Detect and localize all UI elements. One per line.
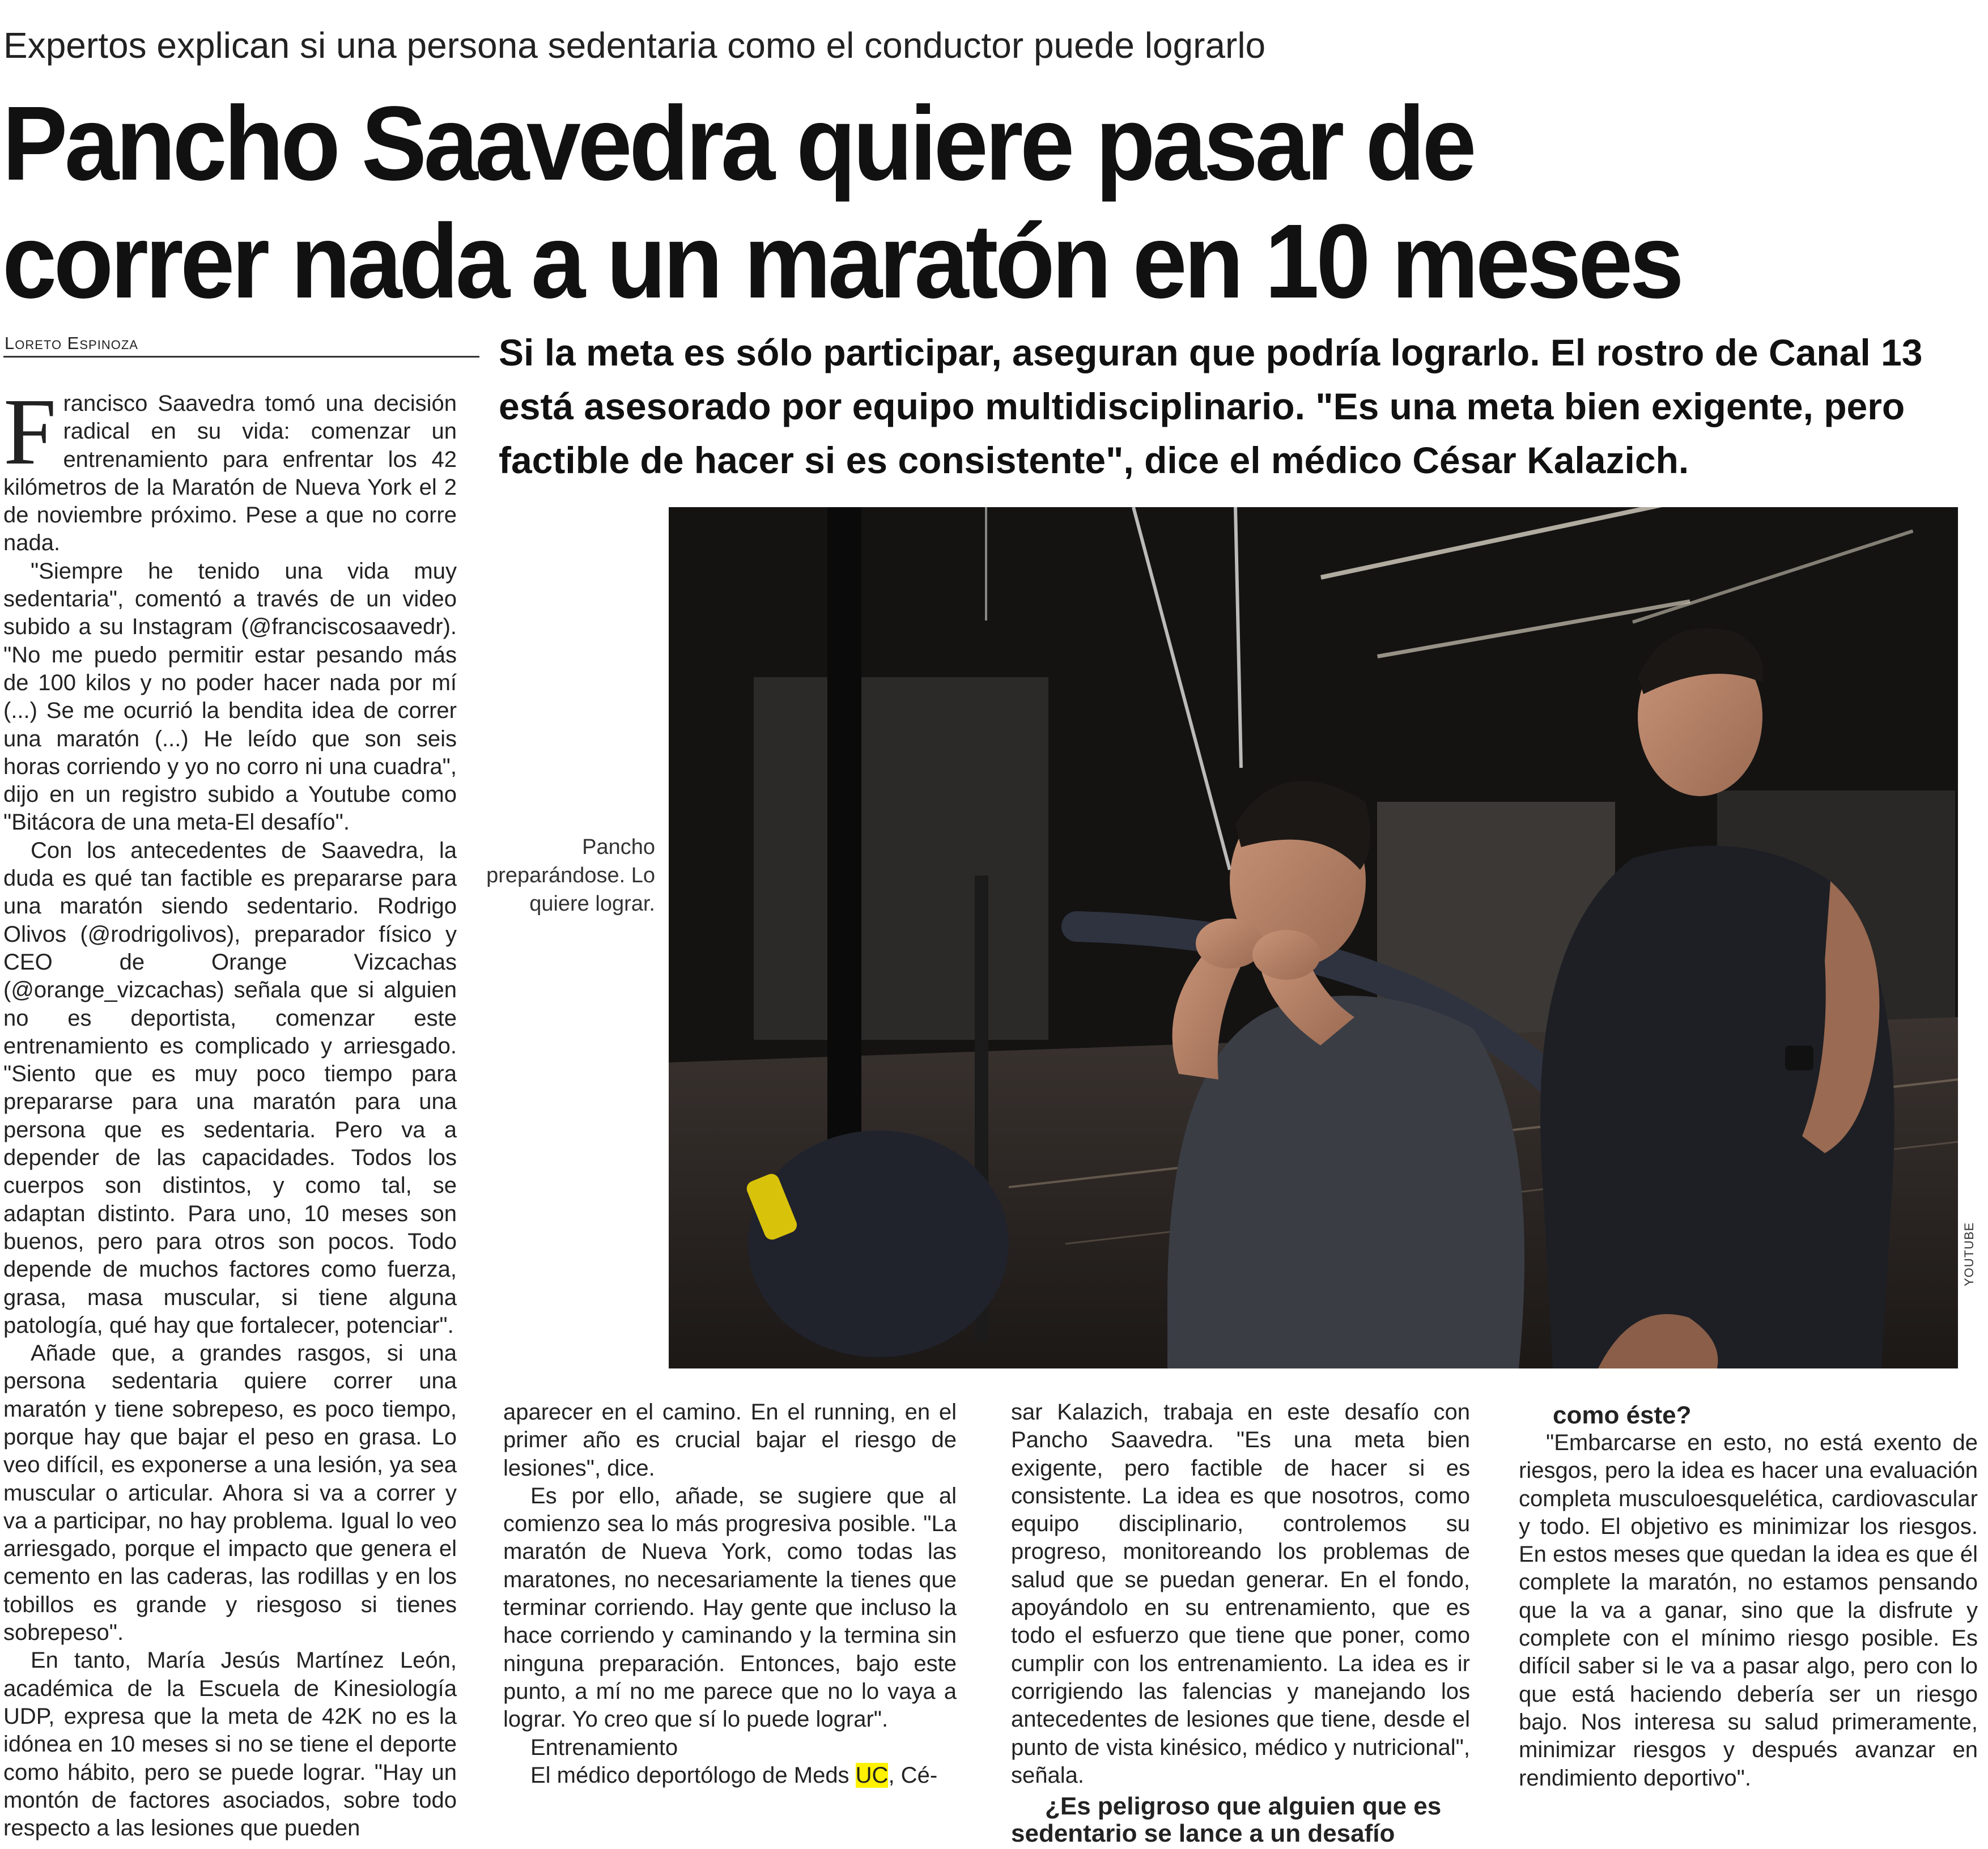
byline-rule (3, 356, 479, 358)
body-column-3 (1011, 1399, 1470, 1847)
body-column-1 (3, 379, 457, 1842)
paragraph: sar Kalazich, trabaja en este desafío con Pancho Saavedra. "Es una meta bien exigente, pero factible de hacer si es consistente. La idea es que nosotros, como equipo disciplinario, controlemos su progreso, monitoreando los problemas de salud que se puedan generar. En el fondo, apoyándolo en su entrenamiento, que es todo el esfuerzo que tiene que poner, como cumplir con los entrenamiento. La idea es ir corrigiendo las falencias y manejando los antecedentes de lesiones que tiene, desde el punto de vista kinésico, médico y nutricional", señala. (1011, 1400, 1470, 1788)
deck (499, 326, 1949, 487)
question-heading: ¿Es peligroso que alguien que es sedentario se lance a un desafío (1011, 1792, 1442, 1848)
paragraph: aparecer en el camino. En el running, en el primer año es crucial bajar el riesgo de lesiones", dice. (503, 1400, 957, 1481)
paragraph-text: El médico deportólogo de Meds (530, 1762, 856, 1788)
byline: Loreto Espinoza (5, 333, 138, 353)
paragraph: Con los antecedentes de Saavedra, la duda es qué tan factible es prepararse para una maratón siendo sedentario. Rodrigo Olivos (@rodrigolivos), preparador físico y CEO de Orange Vizcachas (@orange_vizcachas) señala que si alguien no es deportista, comenzar este entrenamiento es complicado y arriesgado. "Siento que es muy poco tiempo para prepararse para una maratón para una persona que es sedentaria. Pero va a depender de las capacidades. Todos los cuerpos son distintos, y como tal, se adaptan distinto. Para uno, 10 meses son buenos, pero para otros son pocos. Todo depende de muchos factores como fuerza, grasa, masa muscular, si tiene alguna patología, qué hay que fortalecer, potenciar". (3, 838, 457, 1338)
paragraph: "Siempre he tenido una vida muy sedentaria", comentó a través de un video subido a su Instagram (@franciscosaavedr). "No me puedo permitir estar pesando más de 100 kilos y no poder hacer nada por mí (...) Se me ocurrió la bendita idea de correr una maratón (...) He leído que son seis horas corriendo y yo no corro ni una cuadra", dijo en un registro subido a Youtube como "Bitácora de una meta-El desafío". (3, 558, 457, 835)
paragraph: En tanto, María Jesús Martínez León, académica de la Escuela de Kinesiología UDP, expresa que la meta de 42K no es la idónea en 10 meses si no se tiene el deporte como hábito, pero se puede lograr. "Hay un montón de factores asociados, sobre todo respecto a las lesiones que pueden (3, 1648, 457, 1841)
gym-photo (669, 507, 1958, 1368)
paragraph-text: rancisco Saavedra tomó una decisión radical en su vida: comenzar un entrenamiento para enfrentar los 42 kilómetros de la Maratón de Nueva York el 2 de noviembre próximo. Pese a que no corre nada. (3, 391, 457, 556)
paragraph (3, 379, 457, 558)
paragraph: "Embarcarse en esto, no está exento de riesgos, pero la idea es hacer una evaluación completa musculoesquelética, cardiovascular y todo. El objetivo es minimizar los riesgos. En estos meses que quedan la idea es que él complete la maratón, no estamos pensando que la va a ganar, sino que la disfrute y complete con el mínimo riesgo posible. Es difícil saber si le va a pasar algo, pero con lo que está haciendo debería ser un riesgo bajo. Nos interesa su salud primeramente, minimizar riesgos y después avanzar en rendimiento deportivo". (1519, 1430, 1978, 1791)
headline-line-1: Pancho Saavedra quiere pasar de (2, 85, 1473, 202)
headline (2, 85, 1836, 321)
headline-line-2: correr nada a un maratón en 10 meses (2, 203, 1681, 320)
highlighted-uc: UC (855, 1762, 889, 1788)
photo-caption: Pancho preparándose. Lo quiere lograr. (486, 835, 655, 916)
kicker: Expertos explican si una persona sedentaria como el conductor puede lograrlo (3, 25, 1266, 66)
body-column-4 (1519, 1399, 1978, 1792)
deck-line-3: factible de hacer si es consistente", dice el médico César Kalazich. (499, 439, 1689, 481)
paragraph: Añade que, a grandes rasgos, si una persona sedentaria quiere correr una maratón y tiene sobrepeso, es poco tiempo, porque hay que bajar el peso en grasa. Lo veo difícil, es exponerse a una lesión, ya sea muscular o articular. Ahora si va a correr y va a participar, no hay problema. Igual lo veo arriesgado, porque el impacto que genera el cemento en las caderas, las rodillas y en los tobillos es grande y riesgoso si tienes sobrepeso". (3, 1341, 457, 1646)
body-column-2 (503, 1399, 957, 1790)
question-heading-end: como éste? (1553, 1401, 1692, 1429)
paragraph-text: , Cé- (888, 1762, 938, 1788)
gym-photo-illustration (669, 507, 1958, 1368)
deck-line-1: Si la meta es sólo participar, aseguran que podría lograrlo. El rostro de Canal 13 (499, 331, 1923, 373)
drop-cap: F (3, 379, 57, 484)
paragraph (503, 1762, 957, 1790)
photo-credit: YOUTUBE (1962, 1222, 1976, 1286)
deck-line-2: está asesorado por equipo multidisciplinario. "Es una meta bien exigente, pero (499, 385, 1905, 427)
subhead-entrenamiento: Entrenamiento (530, 1735, 678, 1760)
paragraph: Es por ello, añade, se sugiere que al comienzo sea lo más progresiva posible. "La maratón de Nueva York, como todas las maratones, no necesariamente la tienes que terminar corriendo. Hay gente que incluso la hace corriendo y caminando y la termina sin ninguna preparación. Entonces, bajo este punto, a mí no me parece que no lo vaya a lograr. Yo creo que sí lo puede lograr". (503, 1483, 957, 1732)
